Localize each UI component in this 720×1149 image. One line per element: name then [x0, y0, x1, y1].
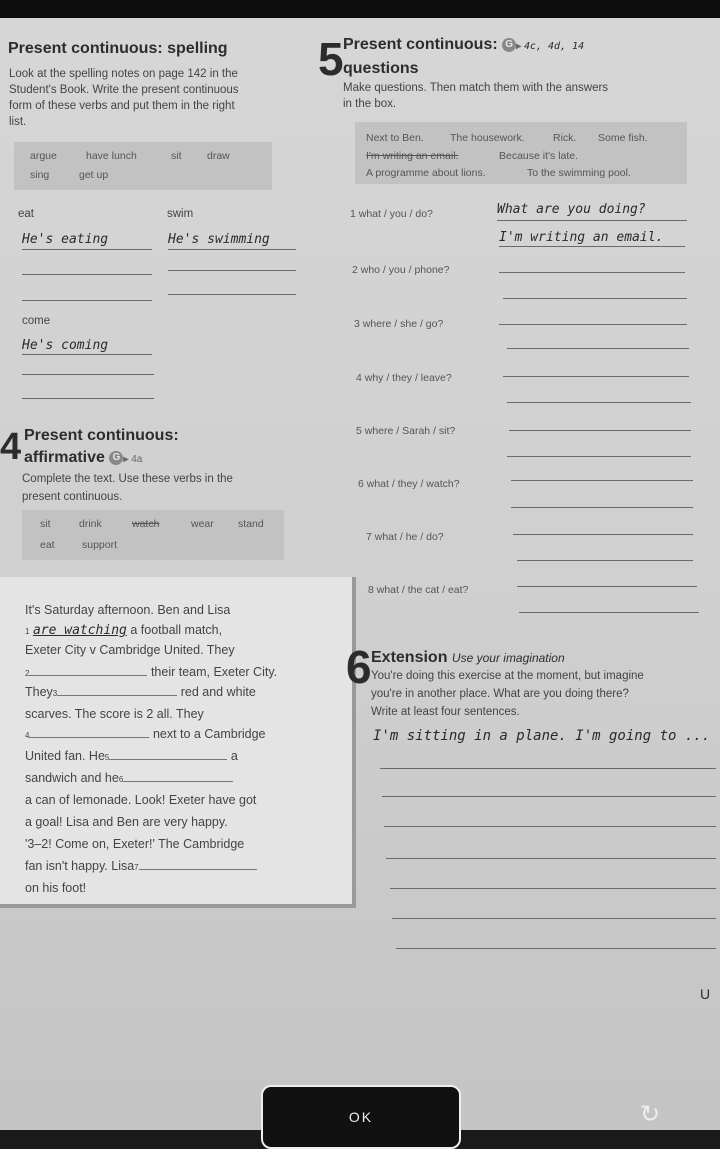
- status-bar: [0, 0, 720, 18]
- story-line: It's Saturday afternoon. Ben and Lisa: [25, 603, 231, 617]
- section-5-title: Present continuous: G ▸ 4c, 4d, 14: [343, 36, 585, 53]
- story-line: 1 are watching a football match,: [25, 623, 223, 638]
- answer-option: To the swimming pool.: [527, 167, 631, 179]
- section-5-title-2: questions: [343, 60, 419, 77]
- spelling-title: Present continuous: spelling: [8, 40, 228, 57]
- blank-line: [386, 858, 716, 859]
- grammar-ref-arrow-icon: ▸: [516, 41, 524, 52]
- section-6-instr-1: You're doing this exercise at the moment, but imagine: [371, 670, 644, 682]
- grammar-ref-icon: G: [502, 38, 516, 52]
- answer-option: The housework.: [450, 132, 525, 144]
- question-6: 6 what / they / watch?: [358, 478, 460, 490]
- blank-line: [513, 534, 693, 535]
- story-line: '3–2! Come on, Exeter!' The Cambridge: [25, 837, 245, 851]
- blank-line: [168, 294, 296, 295]
- question-4: 4 why / they / leave?: [356, 372, 452, 384]
- spelling-instr-4: list.: [9, 116, 27, 128]
- story-line: 4 next to a Cambridge: [25, 727, 266, 741]
- answer-option: A programme about lions.: [366, 167, 486, 179]
- story-line: sandwich and he6: [25, 771, 233, 785]
- blank-line: [168, 270, 296, 271]
- answer-option: Because it's late.: [499, 150, 579, 162]
- section-4-instr-2: present continuous.: [22, 491, 123, 503]
- answer-option: I'm writing an email.: [366, 150, 459, 162]
- blank-line: [511, 507, 693, 508]
- word-have-lunch: have lunch: [86, 150, 137, 162]
- spelling-instr-1: Look at the spelling notes on page 142 in the: [9, 68, 238, 80]
- section-4-number: 4: [0, 426, 22, 468]
- section-6-instr-3: Write at least four sentences.: [371, 706, 520, 718]
- blank-line: [22, 354, 152, 355]
- story-line: They3 red and white: [25, 685, 256, 699]
- blank-line: [392, 918, 716, 919]
- blank-line: [507, 402, 691, 403]
- story-line: fan isn't happy. Lisa7: [25, 859, 257, 873]
- blank-line: [503, 298, 687, 299]
- spelling-instr-2: Student's Book. Write the present continuous: [9, 84, 239, 96]
- blank-line: [22, 249, 152, 250]
- blank-line: [519, 612, 699, 613]
- blank-line: [509, 430, 691, 431]
- answer-option: Next to Ben.: [366, 132, 424, 144]
- section-4-title: Present continuous:: [24, 427, 179, 444]
- col-come: come: [22, 315, 51, 327]
- blank-line: [380, 768, 716, 769]
- blank-line: [507, 348, 689, 349]
- blank-line: [503, 376, 689, 377]
- blank-line: [499, 324, 687, 325]
- grammar-ref-arrow-icon: ▸: [123, 454, 132, 465]
- answer-option: Some fish.: [598, 132, 648, 144]
- col-swim: swim: [167, 208, 194, 220]
- story-line: a can of lemonade. Look! Exeter have got: [25, 793, 257, 807]
- blank-line: [390, 888, 716, 889]
- blank-line: [22, 374, 154, 375]
- grammar-ref-icon: G: [109, 451, 123, 465]
- question-1-answer: What are you doing?: [497, 202, 646, 217]
- question-1-match: I'm writing an email.: [499, 230, 664, 245]
- section-6-number: 6: [346, 641, 372, 693]
- story-line: 2 their team, Exeter City.: [25, 665, 278, 679]
- word-sit: sit: [171, 150, 182, 162]
- spelling-instr-3: form of these verbs and put them in the right: [9, 100, 235, 112]
- section-6-example: I'm sitting in a plane. I'm going to ...: [373, 728, 711, 744]
- story-line: United fan. He5 a: [25, 749, 238, 763]
- word-draw: draw: [207, 150, 230, 162]
- col-eat: eat: [18, 208, 34, 220]
- blank-line: [168, 249, 296, 250]
- blank-line: [517, 586, 697, 587]
- word-wear: wear: [191, 518, 214, 530]
- blank-line: [517, 560, 693, 561]
- blank-line: [396, 948, 716, 949]
- blank-line: [499, 272, 685, 273]
- story-line: on his foot!: [25, 881, 87, 895]
- blank-line: [499, 246, 685, 247]
- word-watch: watch: [132, 518, 160, 530]
- answer-option: Rick.: [553, 132, 577, 144]
- word-support: support: [82, 539, 118, 551]
- worksheet-photo: [0, 18, 720, 1130]
- question-1: 1 what / you / do?: [350, 208, 433, 220]
- word-sing: sing: [30, 169, 50, 181]
- answer-swimming: He's swimming: [168, 232, 270, 247]
- corner-letter: U: [700, 986, 711, 1002]
- blank-line: [382, 796, 716, 797]
- question-8: 8 what / the cat / eat?: [368, 584, 469, 596]
- ok-button[interactable]: OK: [261, 1085, 461, 1149]
- question-7: 7 what / he / do?: [366, 531, 444, 543]
- blank-line: [22, 274, 152, 275]
- word-get-up: get up: [79, 169, 109, 181]
- story-panel: [0, 577, 356, 908]
- question-5: 5 where / Sarah / sit?: [356, 425, 456, 437]
- question-2: 2 who / you / phone?: [352, 264, 450, 276]
- section-4-title-2: affirmative G ▸ 4a: [24, 449, 143, 466]
- section-5-number: 5: [318, 33, 344, 85]
- section-6-instr-2: you're in another place. What are you doing there?: [371, 688, 629, 700]
- story-line: scarves. The score is 2 all. They: [25, 707, 204, 721]
- section-6-title: Extension Use your imagination: [371, 649, 565, 666]
- answer-eating: He's eating: [22, 232, 109, 247]
- word-sit: sit: [40, 518, 51, 530]
- word-stand: stand: [238, 518, 264, 530]
- word-eat: eat: [40, 539, 55, 551]
- blank-line: [507, 456, 691, 457]
- section-4-instr-1: Complete the text. Use these verbs in the: [22, 473, 233, 485]
- story-line: a goal! Lisa and Ben are very happy.: [25, 815, 228, 829]
- blank-line: [22, 300, 152, 301]
- word-argue: argue: [30, 150, 57, 162]
- blank-line: [22, 398, 154, 399]
- section-5-instr-2: in the box.: [343, 98, 397, 110]
- blank-line: [511, 480, 693, 481]
- share-icon[interactable]: ↻: [640, 1100, 661, 1128]
- blank-line: [497, 220, 687, 221]
- blank-line: [384, 826, 716, 827]
- answer-coming: He's coming: [22, 338, 109, 353]
- story-line: Exeter City v Cambridge United. They: [25, 643, 235, 657]
- word-drink: drink: [79, 518, 102, 530]
- question-3: 3 where / she / go?: [354, 318, 444, 330]
- section-5-instr-1: Make questions. Then match them with the answers: [343, 82, 609, 94]
